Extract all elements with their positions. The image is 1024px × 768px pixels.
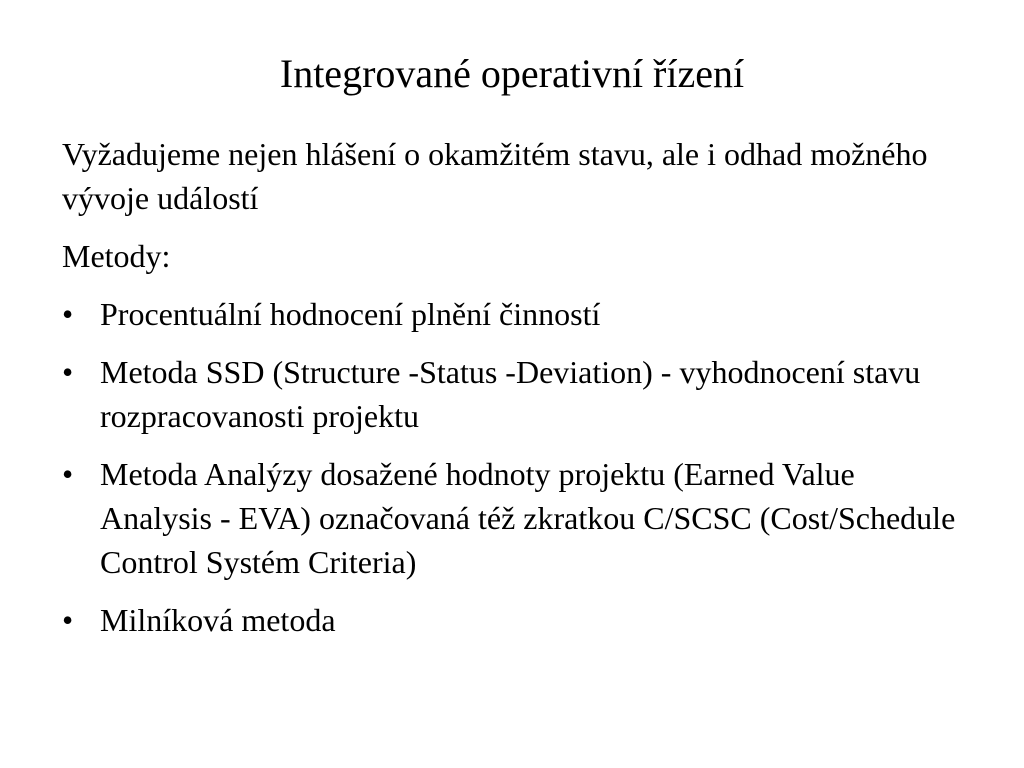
bullet-icon: • bbox=[62, 296, 74, 332]
bullet-icon: • bbox=[62, 354, 74, 390]
methods-label: Metody: bbox=[62, 238, 171, 274]
list-item-text: Metoda Analýzy dosažené hodnoty projektu (Earned Value Analysis - EVA) označovaná též zkratkou C/SCSC (Cost/Schedule Control Systém Criteria) bbox=[100, 456, 956, 580]
list-item bbox=[62, 292, 962, 336]
bullet-icon: • bbox=[62, 602, 74, 638]
bullet-icon: • bbox=[62, 456, 74, 492]
list-item bbox=[62, 598, 962, 642]
list-item-text: Milníková metoda bbox=[100, 602, 336, 638]
list-item bbox=[62, 350, 962, 438]
list-item bbox=[62, 452, 962, 584]
list-item-text: Metoda SSD (Structure -Status -Deviation) - vyhodnocení stavu rozpracovanosti projektu bbox=[100, 354, 921, 434]
list-item-text: Procentuální hodnocení plnění činností bbox=[100, 296, 601, 332]
slide-title: Integrované operativní řízení bbox=[279, 51, 745, 96]
methods-list bbox=[62, 292, 962, 642]
intro-text: Vyžadujeme nejen hlášení o okamžitém stavu, ale i odhad možného vývoje událostí bbox=[62, 136, 928, 216]
slide-body bbox=[62, 132, 962, 656]
